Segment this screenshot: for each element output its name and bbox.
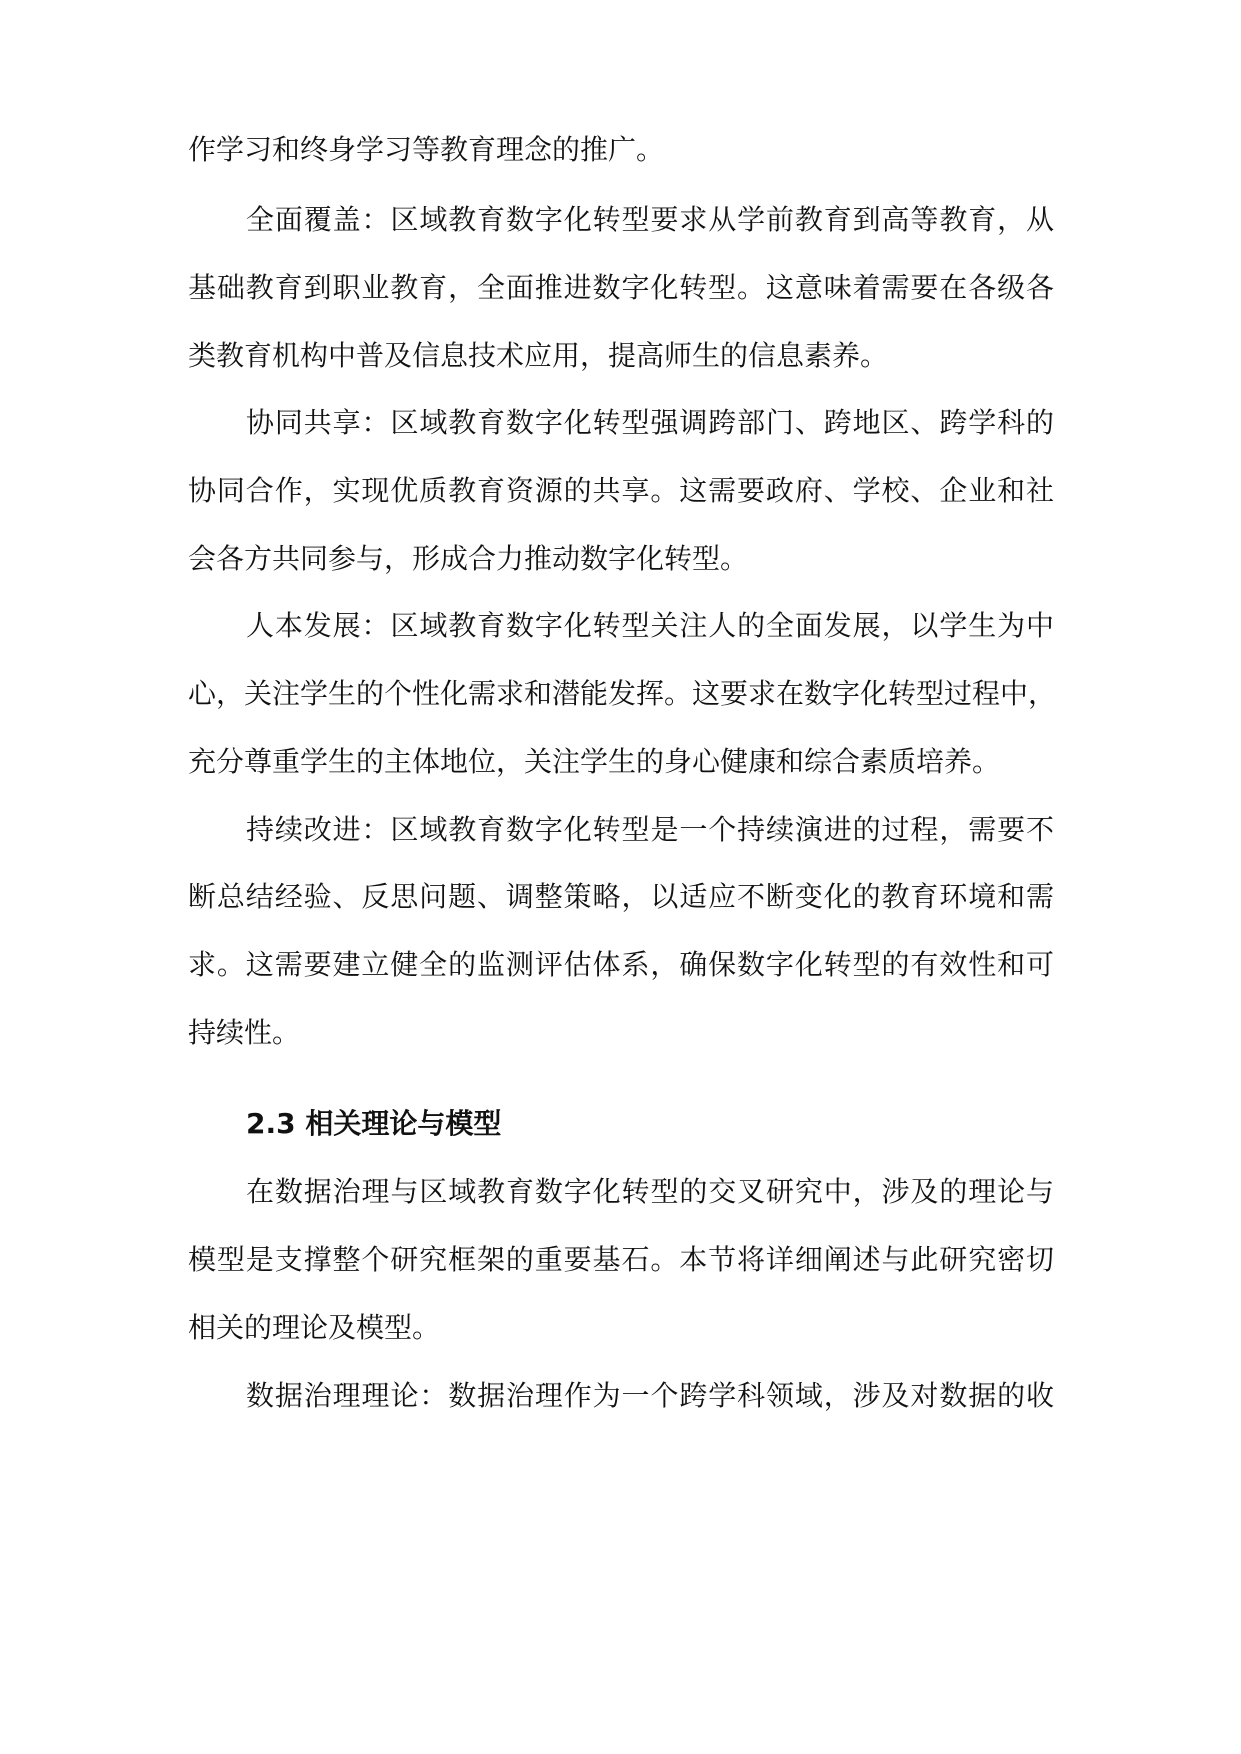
paragraph-line: 全面覆盖：区域教育数字化转型要求从学前教育到高等教育，从	[246, 203, 1054, 236]
paragraph-line: 人本发展：区域教育数字化转型关注人的全面发展，以学生为中	[246, 609, 1054, 642]
paragraph-line: 持续性。	[188, 1016, 301, 1049]
paragraph-line: 协同合作，实现优质教育资源的共享。这需要政府、学校、企业和社	[188, 474, 1054, 507]
paragraph-line: 基础教育到职业教育，全面推进数字化转型。这意味着需要在各级各	[188, 271, 1054, 304]
paragraph-line: 心，关注学生的个性化需求和潜能发挥。这要求在数字化转型过程中，	[188, 677, 1057, 710]
paragraph-line: 持续改进：区域教育数字化转型是一个持续演进的过程，需要不	[246, 813, 1054, 846]
section-heading: 2.3 相关理论与模型	[246, 1107, 502, 1140]
paragraph-line: 作学习和终身学习等教育理念的推广。	[188, 133, 665, 166]
paragraph-line: 类教育机构中普及信息技术应用，提高师生的信息素养。	[188, 339, 889, 372]
paragraph-line: 在数据治理与区域教育数字化转型的交叉研究中，涉及的理论与	[246, 1175, 1054, 1208]
paragraph-line: 协同共享：区域教育数字化转型强调跨部门、跨地区、跨学科的	[246, 406, 1054, 439]
paragraph-line: 求。这需要建立健全的监测评估体系，确保数字化转型的有效性和可	[188, 948, 1054, 981]
paragraph-line: 充分尊重学生的主体地位，关注学生的身心健康和综合素质培养。	[188, 745, 1001, 778]
paragraph-line: 断总结经验、反思问题、调整策略，以适应不断变化的教育环境和需	[188, 880, 1054, 913]
paragraph-line: 模型是支撑整个研究框架的重要基石。本节将详细阐述与此研究密切	[188, 1243, 1054, 1276]
paragraph-line: 数据治理理论：数据治理作为一个跨学科领域，涉及对数据的收	[246, 1379, 1054, 1412]
paragraph-line: 会各方共同参与，形成合力推动数字化转型。	[188, 542, 749, 575]
paragraph-line: 相关的理论及模型。	[188, 1311, 441, 1344]
